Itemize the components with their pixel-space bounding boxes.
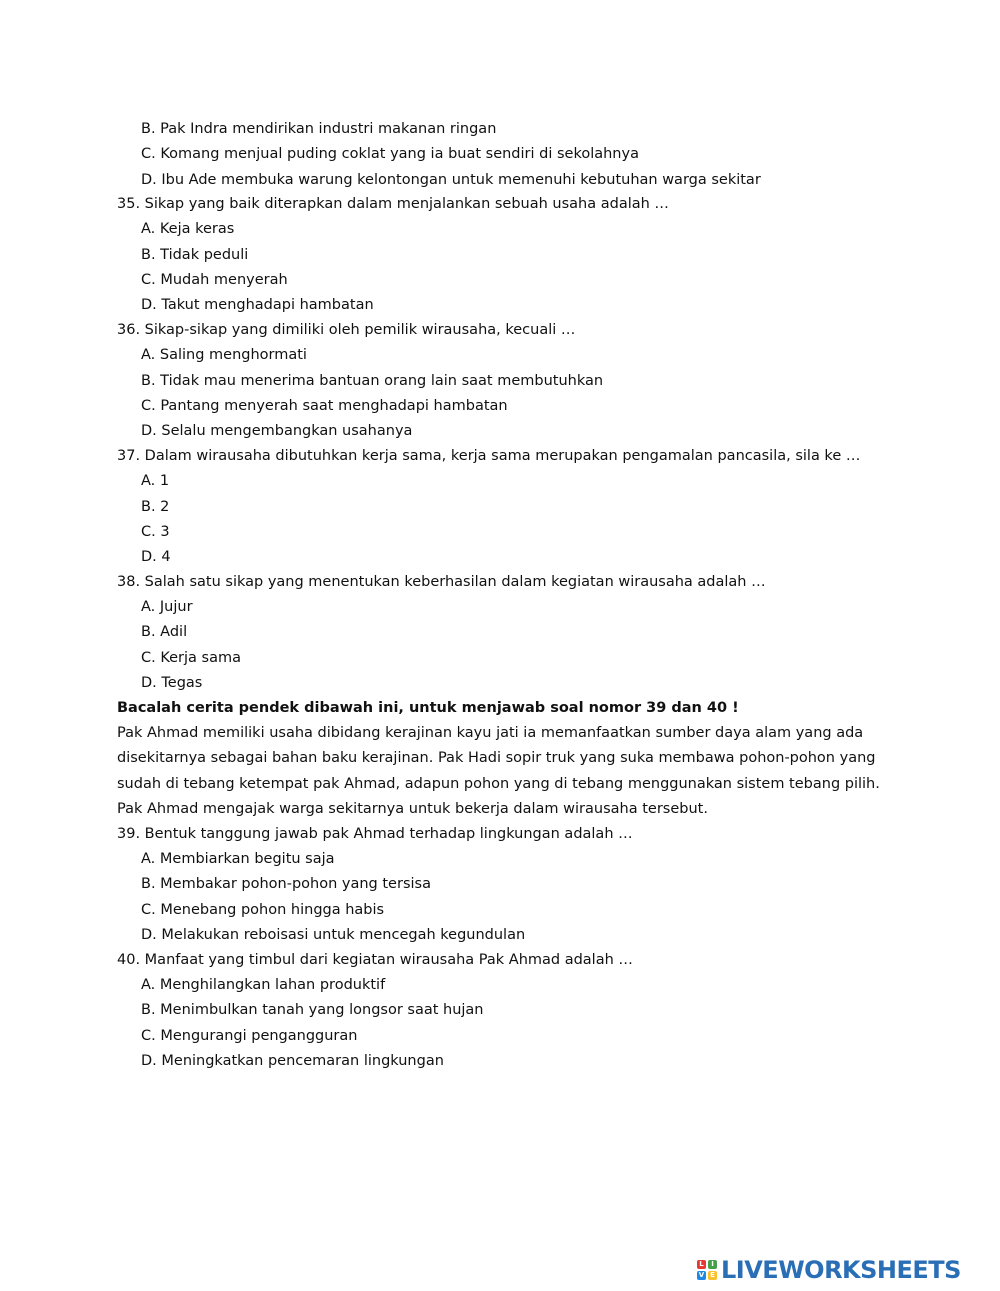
q37-option-c: C. 3 xyxy=(141,524,170,540)
q37-question: 37. Dalam wirausaha dibutuhkan kerja sama, kerja sama merupakan pengamalan pancasila, sila ke … xyxy=(117,448,861,464)
q36-option-d: D. Selalu mengembangkan usahanya xyxy=(141,423,413,439)
q35-option-a: A. Keja keras xyxy=(141,221,235,237)
q34-option-d: D. Ibu Ade membuka warung kelontongan untuk memenuhi kebutuhan warga sekitar xyxy=(141,172,761,188)
q39-option-c: C. Menebang pohon hingga habis xyxy=(141,902,385,918)
q35-question: 35. Sikap yang baik diterapkan dalam menjalankan sebuah usaha adalah … xyxy=(117,196,669,212)
q40-option-a: A. Menghilangkan lahan produktif xyxy=(141,977,386,993)
logo-mark-l: L xyxy=(697,1260,706,1269)
logo-mark-e: E xyxy=(708,1271,717,1280)
q39-option-b: B. Membakar pohon-pohon yang tersisa xyxy=(141,876,431,892)
liveworksheets-logo-text: LIVEWORKSHEETS xyxy=(721,1256,961,1284)
q38-option-d: D. Tegas xyxy=(141,675,203,691)
q38-option-c: C. Kerja sama xyxy=(141,650,241,666)
q36-option-c: C. Pantang menyerah saat menghadapi hambatan xyxy=(141,398,508,414)
q40-option-c: C. Mengurangi pengangguran xyxy=(141,1028,358,1044)
q37-option-d: D. 4 xyxy=(141,549,171,565)
story-line-1: Pak Ahmad memiliki usaha dibidang kerajinan kayu jati ia memanfaatkan sumber daya alam yang ada xyxy=(117,725,864,741)
logo-mark-i: I xyxy=(708,1260,717,1269)
q37-option-b: B. 2 xyxy=(141,499,170,515)
q38-question: 38. Salah satu sikap yang menentukan keberhasilan dalam kegiatan wirausaha adalah … xyxy=(117,574,766,590)
q38-option-a: A. Jujur xyxy=(141,599,193,615)
story-line-2: disekitarnya sebagai bahan baku kerajinan. Pak Hadi sopir truk yang suka membawa pohon-pohon yang xyxy=(117,750,876,766)
logo-mark-v: V xyxy=(698,1271,705,1279)
q36-question: 36. Sikap-sikap yang dimiliki oleh pemilik wirausaha, kecuali … xyxy=(117,322,576,338)
liveworksheets-logo-icon xyxy=(697,1260,717,1280)
q36-option-b: B. Tidak mau menerima bantuan orang lain saat membutuhkan xyxy=(141,373,604,389)
q34-option-c: C. Komang menjual puding coklat yang ia buat sendiri di sekolahnya xyxy=(141,146,639,162)
q40-option-b: B. Menimbulkan tanah yang longsor saat hujan xyxy=(141,1002,484,1018)
story-line-4: Pak Ahmad mengajak warga sekitarnya untuk bekerja dalam wirausaha tersebut. xyxy=(117,801,708,817)
q38-option-b: B. Adil xyxy=(141,624,188,640)
q35-option-c: C. Mudah menyerah xyxy=(141,272,288,288)
q37-option-a: A. 1 xyxy=(141,473,170,489)
q39-option-d: D. Melakukan reboisasi untuk mencegah kegundulan xyxy=(141,927,526,943)
q36-option-a: A. Saling menghormati xyxy=(141,347,307,363)
q39-option-a: A. Membiarkan begitu saja xyxy=(141,851,335,867)
q35-option-d: D. Takut menghadapi hambatan xyxy=(141,297,374,313)
story-line-3: sudah di tebang ketempat pak Ahmad, adapun pohon yang di tebang menggunakan sistem tebang pilih. xyxy=(117,776,880,792)
q34-option-b: B. Pak Indra mendirikan industri makanan ringan xyxy=(141,121,497,137)
q40-option-d: D. Meningkatkan pencemaran lingkungan xyxy=(141,1053,444,1069)
liveworksheets-logo xyxy=(697,1255,961,1285)
q40-question: 40. Manfaat yang timbul dari kegiatan wirausaha Pak Ahmad adalah … xyxy=(117,952,633,968)
q35-option-b: B. Tidak peduli xyxy=(141,247,249,263)
q39-question: 39. Bentuk tanggung jawab pak Ahmad terhadap lingkungan adalah … xyxy=(117,826,633,842)
story-instruction: Bacalah cerita pendek dibawah ini, untuk menjawab soal nomor 39 dan 40 ! xyxy=(117,700,739,716)
